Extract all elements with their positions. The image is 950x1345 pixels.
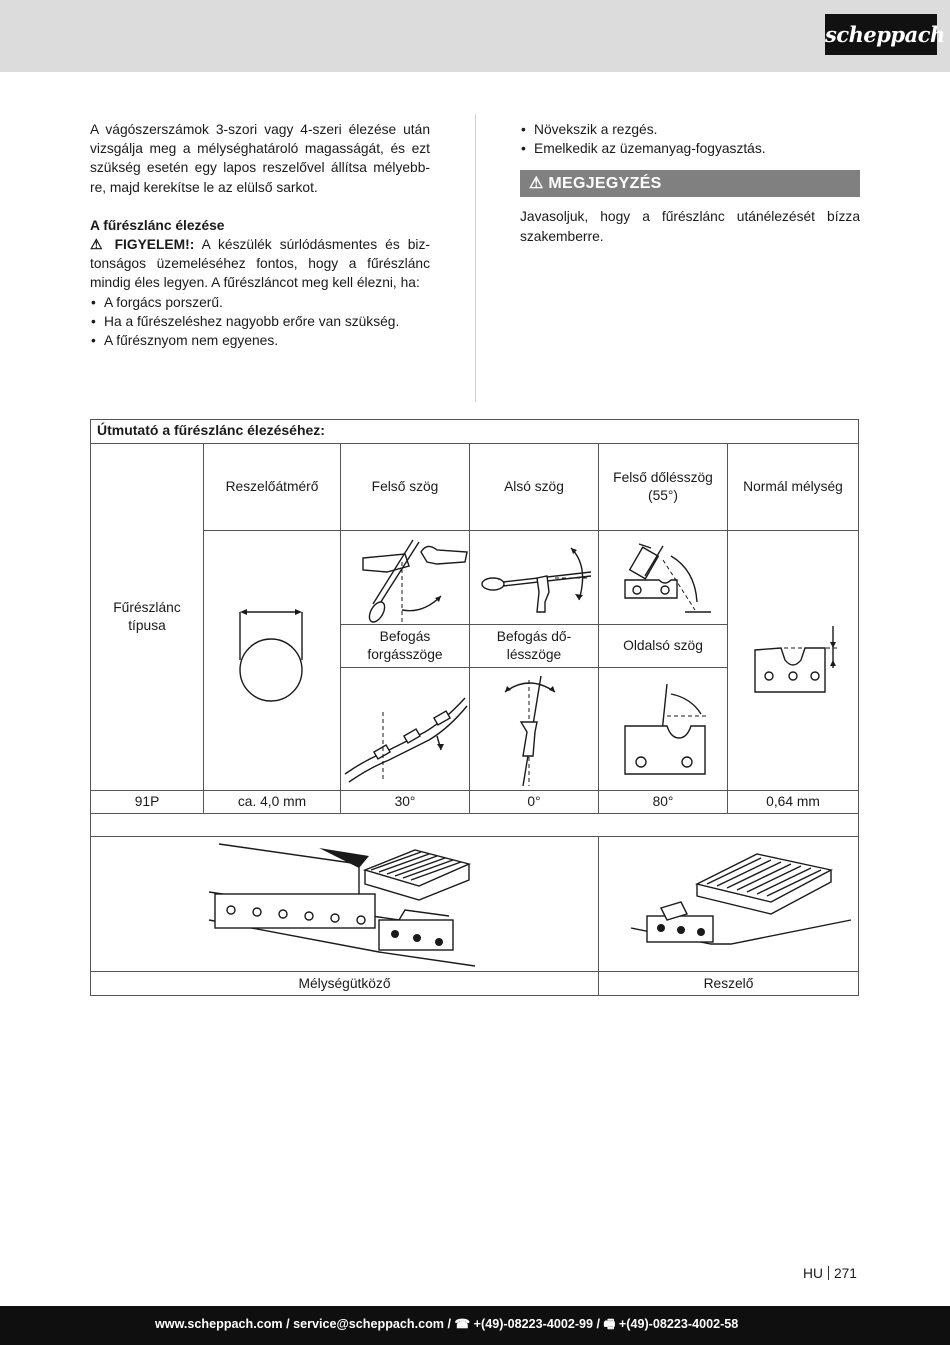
value-cell — [341, 791, 470, 814]
symptom-list — [520, 120, 860, 158]
page-number — [803, 1266, 857, 1281]
normal-depth-figure — [741, 620, 851, 700]
page-separator — [828, 1266, 829, 1280]
subheader-cell — [599, 625, 728, 668]
subheader-cell — [341, 625, 470, 668]
title-row — [91, 420, 858, 444]
caption-depth-gauge: Mélységütköző — [298, 975, 391, 991]
chain-type-label: Fűrészlánc típusa — [113, 600, 181, 633]
list-item: • Emelkedik az üzemanyag-fogyasztás. — [520, 139, 860, 158]
warning-paragraph — [90, 235, 430, 293]
subheader-cell — [470, 625, 599, 668]
note-heading: ⚠ MEGJEGYZÉS — [520, 170, 860, 197]
caption-cell — [599, 972, 858, 995]
subheader-side-angle: Oldalsó szög — [623, 638, 703, 653]
brand-logo: scheppach — [825, 14, 937, 55]
side-angle-figure — [615, 680, 725, 780]
caption-file: Reszelő — [703, 975, 754, 991]
warning-text: A készülék súrlódásmentes és biz-tonságos üzemeléséhez fontos, hogy a fűrészlánc mindig éles legyen. A fűrészláncot meg kell élezni, ha: — [90, 237, 430, 291]
section-title: A fűrészlánc élezése — [90, 217, 225, 233]
top-angle-figure — [357, 540, 467, 622]
header-cell — [599, 444, 728, 531]
header-file-diameter: Reszelőátmérő — [225, 479, 319, 494]
value-normal-depth: 0,64 mm — [766, 794, 820, 809]
value-cell — [599, 791, 728, 814]
subheader-clamp-tilt: Befogás dő-lésszöge — [496, 629, 572, 662]
value-file-diameter: ca. 4,0 mm — [237, 794, 307, 809]
value-chain-type: 91P — [134, 794, 160, 809]
bottom-angle-figure — [479, 542, 594, 624]
sharpening-guide-table — [90, 419, 859, 996]
file-guide-figure — [631, 848, 851, 960]
note-text: Javasoljuk, hogy a fűrészlánc utánélezését bízza szakemberre. — [520, 209, 860, 244]
left-column — [90, 120, 430, 350]
header-cell — [728, 444, 858, 531]
value-cell — [728, 791, 858, 814]
clamp-tilt-figure — [483, 676, 588, 788]
header-cell — [204, 444, 341, 531]
value-top-tilt: 80° — [652, 794, 674, 809]
value-cell — [470, 791, 599, 814]
header-band — [0, 0, 950, 72]
page-number-value: 271 — [833, 1266, 857, 1281]
value-top-angle: 30° — [394, 794, 416, 809]
value-cell — [204, 791, 341, 814]
list-item: • Ha a fűrészeléshez nagyobb erőre van szükség. — [90, 312, 430, 331]
depth-gauge-figure — [209, 844, 479, 968]
header-cell — [470, 444, 599, 531]
header-normal-depth: Normál mélység — [743, 479, 843, 494]
header-top-angle: Felső szög — [371, 479, 439, 494]
list-item: • Növekszik a rezgés. — [520, 120, 860, 139]
guide-title: Útmutató a fűrészlánc élezéséhez: — [97, 422, 325, 438]
header-cell — [341, 444, 470, 531]
right-column — [520, 120, 860, 246]
header-bottom-angle: Alsó szög — [504, 479, 564, 494]
warning-label: ⚠ FIGYELEM!: — [90, 237, 195, 253]
column-divider — [475, 114, 476, 402]
file-diameter-figure — [231, 600, 311, 710]
value-bottom-angle: 0° — [527, 794, 541, 809]
subheader-clamp-rotation: Befogás forgásszöge — [367, 629, 443, 662]
footer-contact-bar — [0, 1306, 950, 1345]
condition-list — [90, 293, 430, 351]
footer-contact: www.scheppach.com / service@scheppach.com / ☎ +(49)-08223-4002-99 / 🖷 +(49)-08223-4002-58 — [155, 1317, 739, 1331]
page-language: HU — [803, 1266, 823, 1281]
top-tilt-figure — [615, 540, 715, 620]
header-top-tilt: Felső dőlésszög (55°) — [613, 470, 713, 503]
list-item: • A fűrésznyom nem egyenes. — [90, 331, 430, 350]
row-label-cell — [91, 444, 204, 791]
spacer-row — [91, 814, 858, 837]
intro-paragraph: A vágószerszámok 3-szori vagy 4-szeri élezése után vizsgálja meg a mélységhatároló magasságát, és ezt szükség esetén egy lapos reszelővel állítsa mélyebb-re, majd kerekítse le az elülső sarkot. — [90, 122, 430, 195]
caption-cell — [91, 972, 599, 995]
value-cell — [91, 791, 204, 814]
list-item: • A forgács porszerű. — [90, 293, 430, 312]
clamp-rotation-figure — [345, 676, 467, 786]
